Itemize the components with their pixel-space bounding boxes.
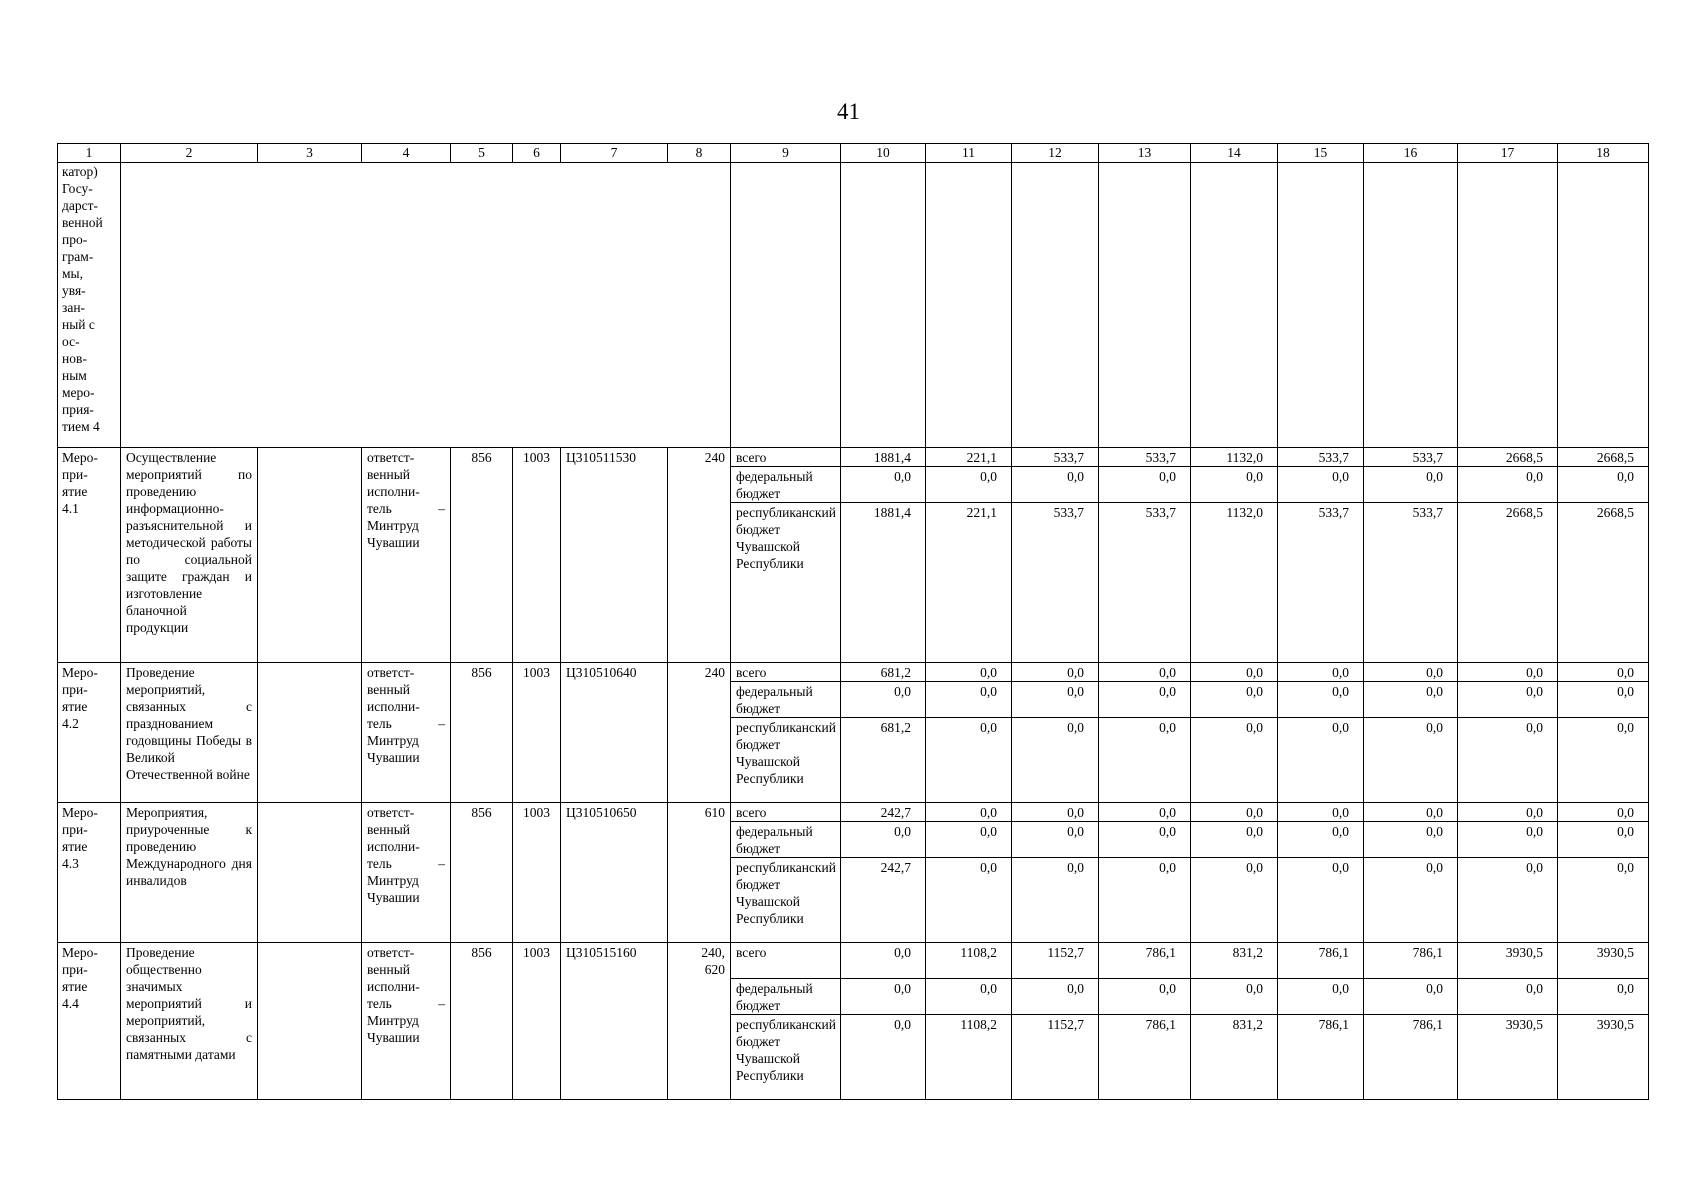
column-number: 6 — [513, 144, 561, 163]
funding-value: 786,1 — [1099, 943, 1191, 979]
funding-value: 533,7 — [1278, 448, 1364, 467]
continuation-line: грам- — [62, 249, 94, 264]
activity-name: Осуществление мероприятий по проведению информационно-разъяснительной и методической работы по социальной защите граждан и изготовление бланочной продукции — [121, 448, 258, 663]
empty-cell — [731, 163, 841, 448]
funding-value: 681,2 — [841, 663, 926, 682]
funding-value: 0,0 — [1012, 858, 1099, 943]
funding-value: 786,1 — [1364, 943, 1458, 979]
funding-value: 221,1 — [926, 448, 1012, 467]
funding-value: 0,0 — [1191, 682, 1278, 718]
funding-value: 0,0 — [1191, 979, 1278, 1015]
funding-value: 0,0 — [841, 1015, 926, 1100]
funding-value: 0,0 — [1364, 822, 1458, 858]
funding-value: 533,7 — [1012, 448, 1099, 467]
column-number: 15 — [1278, 144, 1364, 163]
empty-cell — [1558, 163, 1649, 448]
funding-value: 2668,5 — [1558, 503, 1649, 663]
funding-value: 0,0 — [1012, 718, 1099, 803]
column-number: 8 — [668, 144, 731, 163]
section-code: 1003 — [513, 943, 561, 1100]
funding-source: федеральный бюджет — [731, 467, 841, 503]
target-article-code: Ц310515160 — [561, 943, 668, 1100]
funding-value: 1152,7 — [1012, 943, 1099, 979]
funding-value: 0,0 — [1558, 718, 1649, 803]
column-number: 11 — [926, 144, 1012, 163]
funding-value: 0,0 — [1364, 979, 1458, 1015]
funding-value: 0,0 — [1558, 858, 1649, 943]
funding-value: 0,0 — [1099, 467, 1191, 503]
funding-value: 0,0 — [926, 682, 1012, 718]
funding-value: 0,0 — [1191, 803, 1278, 822]
funding-value: 0,0 — [841, 979, 926, 1015]
funding-value: 533,7 — [1099, 503, 1191, 663]
funding-value: 0,0 — [1012, 822, 1099, 858]
funding-source: федеральный бюджет — [731, 979, 841, 1015]
funding-value: 533,7 — [1099, 448, 1191, 467]
funding-value: 0,0 — [1278, 663, 1364, 682]
column-number: 9 — [731, 144, 841, 163]
funding-value: 0,0 — [926, 858, 1012, 943]
responsible-executor: ответст- венный исполни- тель – Минтруд Чувашии — [362, 663, 451, 803]
expense-type-code: 610 — [668, 803, 731, 943]
funding-value: 0,0 — [1278, 822, 1364, 858]
column-number: 10 — [841, 144, 926, 163]
funding-value: 1152,7 — [1012, 1015, 1099, 1100]
funding-source: республиканский бюджет Чувашской Республики — [731, 1015, 841, 1100]
empty-cell — [258, 448, 362, 663]
funding-value: 533,7 — [1364, 503, 1458, 663]
funding-value: 0,0 — [1012, 803, 1099, 822]
column-number: 18 — [1558, 144, 1649, 163]
funding-value: 3930,5 — [1458, 943, 1558, 979]
funding-value: 3930,5 — [1558, 1015, 1649, 1100]
funding-value: 0,0 — [1278, 718, 1364, 803]
column-number: 5 — [451, 144, 513, 163]
funding-value: 0,0 — [841, 943, 926, 979]
grbs-code: 856 — [451, 448, 513, 663]
empty-cell — [1278, 163, 1364, 448]
funding-value: 0,0 — [926, 718, 1012, 803]
expense-type-code: 240 — [668, 448, 731, 663]
funding-value: 0,0 — [1558, 682, 1649, 718]
funding-value: 0,0 — [1364, 858, 1458, 943]
funding-source: республиканский бюджет Чувашской Республики — [731, 858, 841, 943]
empty-cell — [258, 663, 362, 803]
funding-value: 0,0 — [841, 822, 926, 858]
funding-value: 533,7 — [1278, 503, 1364, 663]
funding-value: 0,0 — [1191, 718, 1278, 803]
empty-cell — [926, 163, 1012, 448]
funding-value: 0,0 — [1278, 467, 1364, 503]
funding-source: республиканский бюджет Чувашской Республики — [731, 718, 841, 803]
activity-row — [58, 663, 1649, 682]
funding-value: 0,0 — [1558, 663, 1649, 682]
grbs-code: 856 — [451, 803, 513, 943]
funding-value: 0,0 — [1191, 663, 1278, 682]
funding-source: всего — [731, 803, 841, 822]
continuation-line: про- — [62, 232, 88, 247]
funding-value: 0,0 — [1191, 858, 1278, 943]
section-code: 1003 — [513, 663, 561, 803]
funding-value: 0,0 — [1099, 822, 1191, 858]
funding-value: 0,0 — [1278, 803, 1364, 822]
continuation-line: ос- — [62, 334, 80, 349]
funding-value: 831,2 — [1191, 1015, 1278, 1100]
target-article-code: Ц310510640 — [561, 663, 668, 803]
funding-value: 0,0 — [1099, 718, 1191, 803]
continuation-empty — [121, 163, 731, 448]
empty-cell — [258, 943, 362, 1100]
funding-value: 0,0 — [1364, 718, 1458, 803]
continuation-line: дарст- — [62, 198, 98, 213]
empty-cell — [1012, 163, 1099, 448]
target-article-code: Ц310510650 — [561, 803, 668, 943]
funding-value: 0,0 — [1458, 822, 1558, 858]
funding-value: 533,7 — [1364, 448, 1458, 467]
page-number: 41 — [837, 99, 860, 124]
expense-type-code: 240 — [668, 663, 731, 803]
funding-source: всего — [731, 448, 841, 467]
funding-value: 0,0 — [926, 822, 1012, 858]
funding-value: 0,0 — [926, 803, 1012, 822]
funding-value: 0,0 — [1012, 467, 1099, 503]
section-code: 1003 — [513, 803, 561, 943]
empty-cell — [258, 803, 362, 943]
funding-value: 0,0 — [1278, 979, 1364, 1015]
grbs-code: 856 — [451, 663, 513, 803]
expense-type-code: 240, 620 — [668, 943, 731, 1100]
continuation-line: Госу- — [62, 181, 93, 196]
responsible-executor: ответст- венный исполни- тель – Минтруд Чувашии — [362, 943, 451, 1100]
activity-row — [58, 943, 1649, 979]
continuation-row — [58, 163, 1649, 448]
funding-value: 0,0 — [1458, 467, 1558, 503]
responsible-executor: ответст- венный исполни- тель – Минтруд Чувашии — [362, 803, 451, 943]
column-number: 3 — [258, 144, 362, 163]
activity-number: Меро- при- ятие 4.2 — [58, 663, 121, 803]
funding-value: 221,1 — [926, 503, 1012, 663]
funding-value: 0,0 — [1558, 803, 1649, 822]
funding-value: 0,0 — [1364, 803, 1458, 822]
funding-value: 0,0 — [1458, 663, 1558, 682]
funding-value: 0,0 — [1099, 682, 1191, 718]
funding-value: 0,0 — [841, 467, 926, 503]
activity-name: Мероприятия, приуроченные к проведению Международного дня инвалидов — [121, 803, 258, 943]
funding-value: 0,0 — [1458, 682, 1558, 718]
column-number: 13 — [1099, 144, 1191, 163]
activity-name: Проведение мероприятий, связанных с празднованием годовщины Победы в Великой Отечественной войне — [121, 663, 258, 803]
funding-source: всего — [731, 943, 841, 979]
funding-value: 1881,4 — [841, 503, 926, 663]
funding-value: 0,0 — [1458, 803, 1558, 822]
funding-value: 0,0 — [1278, 858, 1364, 943]
funding-value: 0,0 — [841, 682, 926, 718]
funding-source: федеральный бюджет — [731, 682, 841, 718]
empty-cell — [1191, 163, 1278, 448]
activity-number: Меро- при- ятие 4.3 — [58, 803, 121, 943]
column-number: 17 — [1458, 144, 1558, 163]
funding-value: 1132,0 — [1191, 503, 1278, 663]
funding-value: 0,0 — [1278, 682, 1364, 718]
column-number: 14 — [1191, 144, 1278, 163]
funding-value: 786,1 — [1278, 943, 1364, 979]
continuation-line: прия- — [62, 402, 94, 417]
funding-value: 2668,5 — [1458, 503, 1558, 663]
funding-value: 533,7 — [1012, 503, 1099, 663]
funding-source: всего — [731, 663, 841, 682]
target-article-code: Ц310511530 — [561, 448, 668, 663]
continuation-cell — [58, 163, 121, 448]
funding-value: 242,7 — [841, 858, 926, 943]
column-number: 2 — [121, 144, 258, 163]
empty-cell — [1458, 163, 1558, 448]
column-number: 1 — [58, 144, 121, 163]
funding-value: 0,0 — [1558, 822, 1649, 858]
section-code: 1003 — [513, 448, 561, 663]
empty-cell — [1364, 163, 1458, 448]
continuation-line: увя- — [62, 283, 86, 298]
funding-value: 0,0 — [1099, 858, 1191, 943]
column-number: 4 — [362, 144, 451, 163]
continuation-line: ным — [62, 368, 87, 383]
funding-source: федеральный бюджет — [731, 822, 841, 858]
activity-number: Меро- при- ятие 4.4 — [58, 943, 121, 1100]
funding-value: 1881,4 — [841, 448, 926, 467]
continuation-line: нов- — [62, 351, 87, 366]
continuation-line: катор) — [62, 164, 98, 179]
continuation-line: зан- — [62, 300, 86, 315]
activity-number: Меро- при- ятие 4.1 — [58, 448, 121, 663]
funding-value: 0,0 — [1458, 858, 1558, 943]
funding-source: республиканский бюджет Чувашской Республики — [731, 503, 841, 663]
grbs-code: 856 — [451, 943, 513, 1100]
funding-value: 831,2 — [1191, 943, 1278, 979]
continuation-line: меро- — [62, 385, 95, 400]
funding-value: 2668,5 — [1458, 448, 1558, 467]
funding-value: 0,0 — [1191, 467, 1278, 503]
empty-cell — [1099, 163, 1191, 448]
funding-value: 1132,0 — [1191, 448, 1278, 467]
funding-value: 0,0 — [926, 663, 1012, 682]
funding-value: 0,0 — [1364, 682, 1458, 718]
funding-value: 0,0 — [1364, 467, 1458, 503]
funding-value: 3930,5 — [1558, 943, 1649, 979]
activity-row — [58, 803, 1649, 822]
funding-value: 786,1 — [1364, 1015, 1458, 1100]
funding-value: 0,0 — [1099, 803, 1191, 822]
funding-value: 0,0 — [1558, 467, 1649, 503]
funding-value: 0,0 — [1099, 663, 1191, 682]
funding-value: 786,1 — [1099, 1015, 1191, 1100]
budget-table — [57, 143, 1649, 1100]
activity-name: Проведение общественно значимых мероприятий и мероприятий, связанных с памятными датами — [121, 943, 258, 1100]
column-number: 16 — [1364, 144, 1458, 163]
continuation-line: тием 4 — [62, 419, 100, 434]
funding-value: 0,0 — [1012, 682, 1099, 718]
funding-value: 1108,2 — [926, 1015, 1012, 1100]
funding-value: 681,2 — [841, 718, 926, 803]
funding-value: 0,0 — [1191, 822, 1278, 858]
responsible-executor: ответст- венный исполни- тель – Минтруд Чувашии — [362, 448, 451, 663]
funding-value: 2668,5 — [1558, 448, 1649, 467]
activity-row — [58, 448, 1649, 467]
continuation-line: мы, — [62, 266, 83, 281]
empty-cell — [841, 163, 926, 448]
column-number: 12 — [1012, 144, 1099, 163]
continuation-line: ный с — [62, 317, 95, 332]
funding-value: 1108,2 — [926, 943, 1012, 979]
continuation-line: венной — [62, 215, 103, 230]
funding-value: 786,1 — [1278, 1015, 1364, 1100]
funding-value: 0,0 — [1012, 979, 1099, 1015]
column-number: 7 — [561, 144, 668, 163]
funding-value: 0,0 — [1099, 979, 1191, 1015]
funding-value: 3930,5 — [1458, 1015, 1558, 1100]
funding-value: 0,0 — [1012, 663, 1099, 682]
funding-value: 0,0 — [926, 979, 1012, 1015]
column-number-row — [58, 144, 1649, 163]
funding-value: 0,0 — [1558, 979, 1649, 1015]
funding-value: 0,0 — [1364, 663, 1458, 682]
funding-value: 0,0 — [1458, 718, 1558, 803]
funding-value: 0,0 — [1458, 979, 1558, 1015]
funding-value: 0,0 — [926, 467, 1012, 503]
funding-value: 242,7 — [841, 803, 926, 822]
